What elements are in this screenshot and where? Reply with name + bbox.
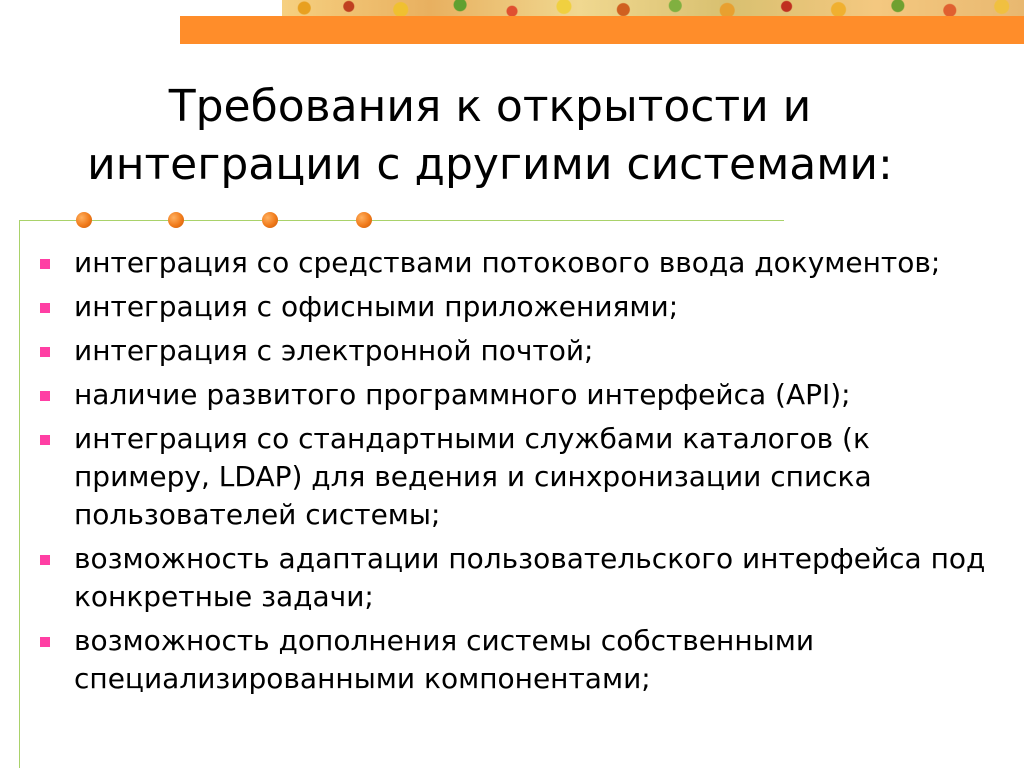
- bullet-text: возможность дополнения системы собственными специализированными компонентами;: [74, 624, 815, 695]
- slide-title-line-2: интеграции с другими системами:: [87, 139, 893, 190]
- square-bullet-icon: [40, 637, 50, 647]
- slide-title-line-1: Требования к открытости и: [168, 81, 812, 132]
- bullet-text: наличие развитого программного интерфейса (API);: [74, 378, 851, 411]
- bullet-text: интеграция со стандартными службами каталогов (к примеру, LDAP) для ведения и синхронизации списка пользователей системы;: [74, 422, 872, 531]
- bullet-text: интеграция с офисными приложениями;: [74, 290, 679, 323]
- bullet-item: [40, 420, 1010, 534]
- bullet-item: [40, 288, 1010, 326]
- orange-banner-bar: [180, 16, 1024, 44]
- bullet-text: возможность адаптации пользовательского интерфейса под конкретные задачи;: [74, 542, 986, 613]
- square-bullet-icon: [40, 555, 50, 565]
- bullet-list: [40, 244, 1010, 704]
- square-bullet-icon: [40, 347, 50, 357]
- bullet-item: [40, 332, 1010, 370]
- decorative-dot-icon: [356, 212, 372, 228]
- decorative-dot-icon: [262, 212, 278, 228]
- banner-gap: [180, 44, 1024, 50]
- bullet-item: [40, 244, 1010, 282]
- square-bullet-icon: [40, 259, 50, 269]
- square-bullet-icon: [40, 303, 50, 313]
- decorative-dot-icon: [168, 212, 184, 228]
- vertical-guide-line: [19, 220, 20, 768]
- bullet-item: [40, 540, 1010, 616]
- bullet-item: [40, 622, 1010, 698]
- decorative-dot-icon: [76, 212, 92, 228]
- flower-banner-image: [282, 0, 1024, 16]
- bullet-text: интеграция с электронной почтой;: [74, 334, 594, 367]
- square-bullet-icon: [40, 391, 50, 401]
- header-banner: [180, 0, 1024, 50]
- bullet-item: [40, 376, 1010, 414]
- square-bullet-icon: [40, 435, 50, 445]
- slide-title: [40, 78, 940, 194]
- horizontal-divider-line: [19, 220, 784, 221]
- bullet-text: интеграция со средствами потокового ввода документов;: [74, 246, 941, 279]
